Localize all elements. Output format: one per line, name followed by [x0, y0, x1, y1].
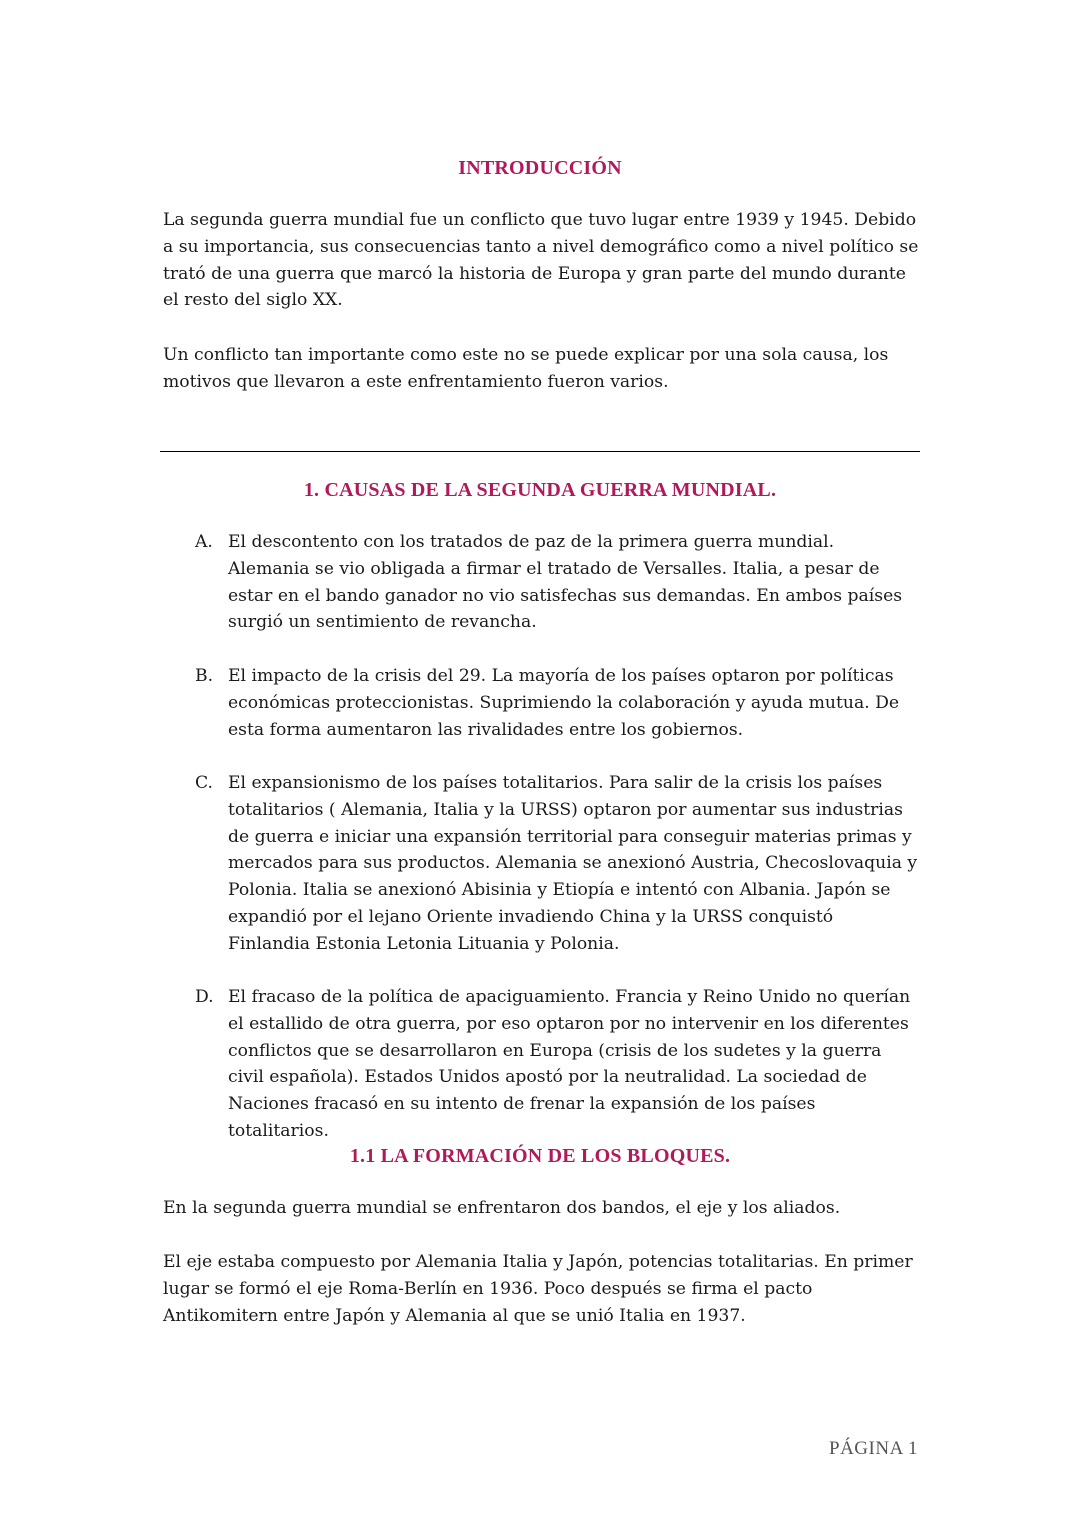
section-1-title: 1. CAUSAS DE LA SEGUNDA GUERRA MUNDIAL.	[303, 479, 777, 501]
cause-item-text: El expansionismo de los países totalitarios. Para salir de la crisis los países totalitarios ( Alemania, Italia y la URSS) optaron por aumentar sus industrias de guerra e iniciar una expansión territorial para conseguir materias primas y mercados para sus productos. Alemania se anexionó Austria, Checoslovaquia y Polonia. Italia se anexionó Abisinia y Etiopía e intentó con Albania. Japón se expandió por el lejano Oriente invadiendo China y la URSS conquistó Finlandia Estonia Letonia Lituania y Polonia.	[228, 773, 918, 954]
page-number: PÁGINA 1	[829, 1438, 918, 1459]
cause-item-text: El descontento con los tratados de paz de la primera guerra mundial. Alemania se vio obligada a firmar el tratado de Versalles. Italia, a pesar de estar en el bando ganador no vio satisfechas sus demandas. En ambos países surgió un sentimiento de revancha.	[228, 532, 903, 633]
intro-title: INTRODUCCIÓN	[458, 157, 622, 179]
cause-item-letter: B.	[195, 666, 214, 686]
intro-paragraph-2: Un conflicto tan importante como este no se puede explicar por una sola causa, los motivos que llevaron a este enfrentamiento fueron varios.	[163, 345, 889, 392]
section-1-1-title: 1.1 LA FORMACIÓN DE LOS BLOQUES.	[349, 1145, 731, 1167]
cause-item-letter: D.	[195, 987, 214, 1007]
cause-item-text: El fracaso de la política de apaciguamiento. Francia y Reino Unido no querían el estallido de otra guerra, por eso optaron por no intervenir en los diferentes conflictos que se desarrollaron en Europa (crisis de los sudetes y la guerra civil española). Estados Unidos apostó por la neutralidad. La sociedad de Naciones fracasó en su intento de frenar la expansión de los países totalitarios.	[228, 987, 911, 1141]
blocks-paragraph-1: En la segunda guerra mundial se enfrentaron dos bandos, el eje y los aliados.	[163, 1198, 841, 1218]
cause-item-letter: C.	[195, 773, 214, 793]
blocks-paragraph-2: El eje estaba compuesto por Alemania Italia y Japón, potencias totalitarias. En primer lugar se formó el eje Roma-Berlín en 1936. Poco después se firma el pacto Antikomitern entre Japón y Alemania al que se unió Italia en 1937.	[163, 1252, 913, 1326]
cause-item-letter: A.	[195, 532, 213, 552]
intro-paragraph-1: La segunda guerra mundial fue un conflicto que tuvo lugar entre 1939 y 1945. Debido a su importancia, sus consecuencias tanto a nivel demográfico como a nivel político se trató de una guerra que marcó la historia de Europa y gran parte del mundo durante el resto del siglo XX.	[163, 210, 919, 311]
section-divider	[160, 451, 920, 452]
cause-item-text: El impacto de la crisis del 29. La mayoría de los países optaron por políticas económicas proteccionistas. Suprimiendo la colaboración y ayuda mutua. De esta forma aumentaron las rivalidades entre los gobiernos.	[228, 666, 900, 740]
